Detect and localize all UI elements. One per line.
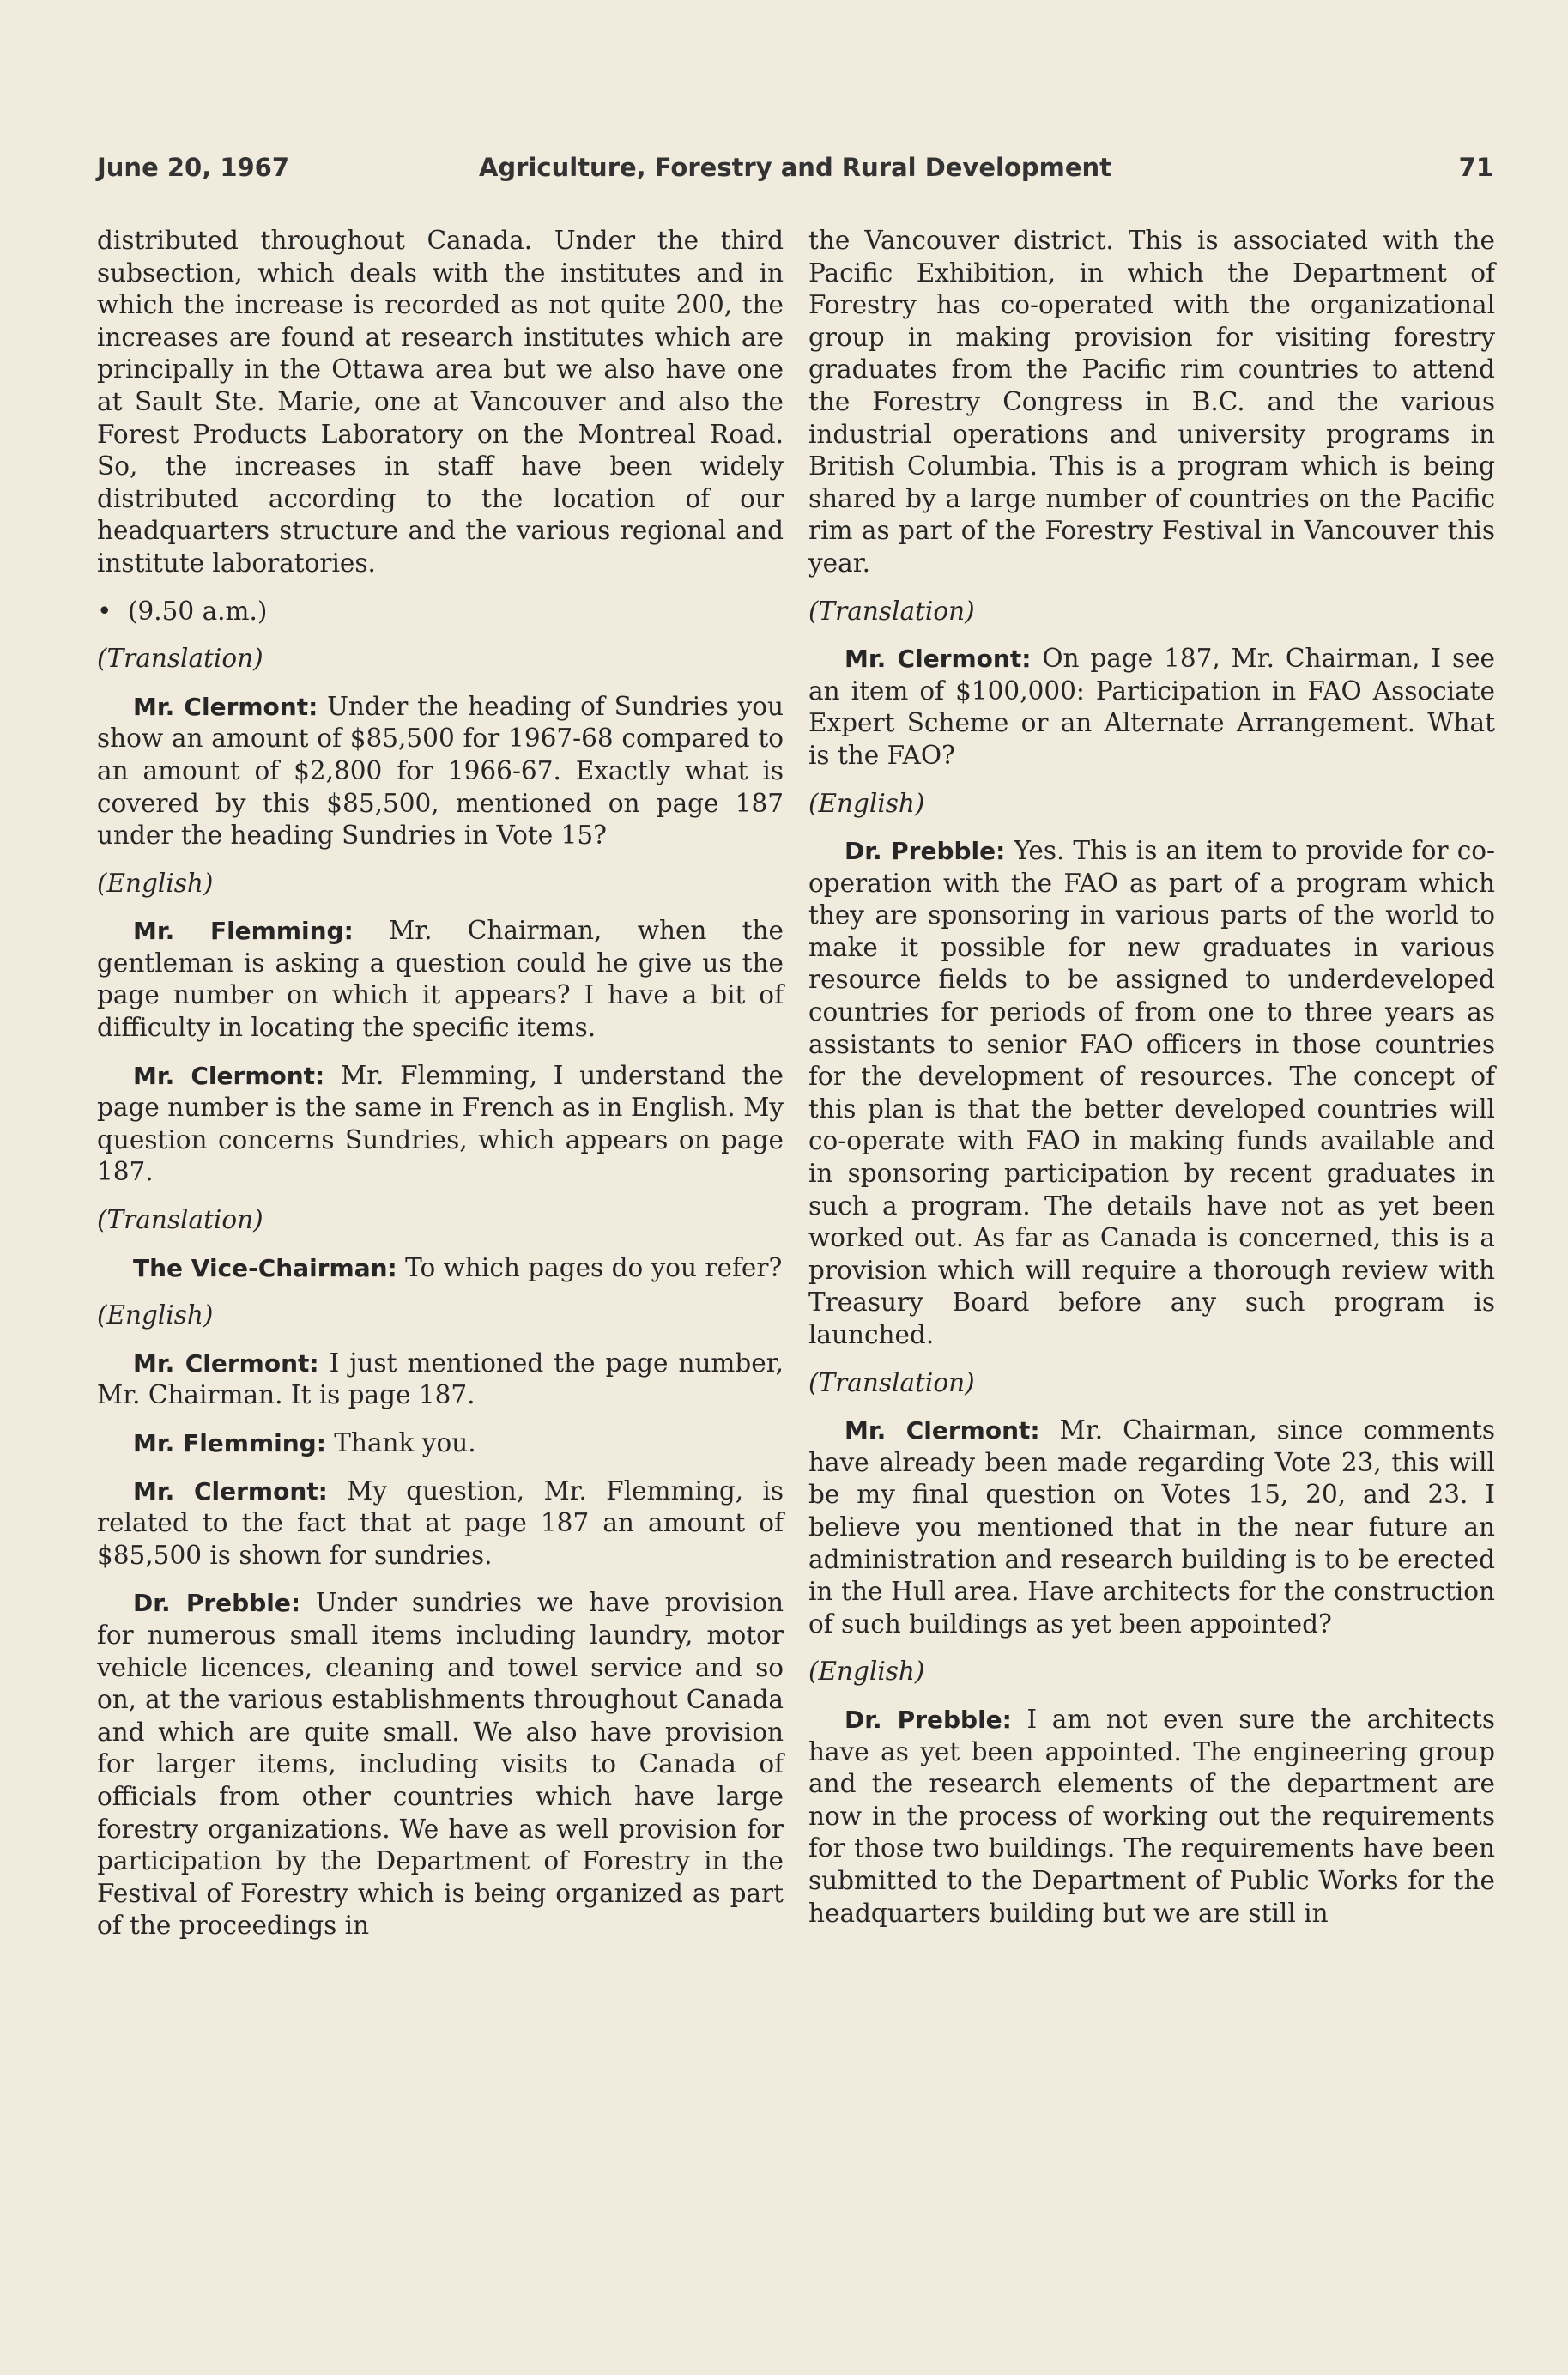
left-column [97, 225, 784, 1958]
timestamp [97, 596, 784, 628]
speech-paragraph [808, 1704, 1495, 1930]
speaker-name: Mr. Clermont: [133, 1061, 325, 1090]
timestamp-text: (9.50 a.m.) [128, 596, 268, 626]
language-heading: (Translation) [97, 1205, 263, 1235]
speech-text: I am not even sure the architects have as yet been appointed. The engineering group and the research elements of the department are now in the process of working out the requirements for those two buildings. The requirements have been submitted to the Department of Public Works for the headquarters building but we are still in [808, 1704, 1495, 1928]
speaker-name: Mr. Flemming: [133, 917, 354, 946]
speech-paragraph [97, 1427, 784, 1460]
speaker-name: Dr. Prebble: [845, 1705, 1012, 1734]
speech-paragraph [97, 1252, 784, 1285]
right-column [808, 225, 1495, 1945]
speech-text: Under sundries we have provision for numerous small items including laundry, motor vehicle licences, cleaning and towel service and so on, at the various establishments throughout Canada and which are quite small. We also have provision for larger items, including visits to Canada of officials from other countries which have large forestry organizations. We have as well provision for participation by the Department of Forestry in the Festival of Forestry which is being organized as part of the proceedings in [97, 1588, 784, 1941]
language-heading: (English) [808, 1657, 925, 1687]
speaker-name: Mr. Clermont: [133, 1476, 328, 1506]
language-heading: (Translation) [808, 596, 975, 626]
language-heading: (Translation) [808, 1367, 975, 1397]
speaker-name: The Vice-Chairman: [133, 1253, 397, 1282]
speech-text: I just mentioned the page number, Mr. Chairman. It is page 187. [97, 1348, 784, 1410]
speaker-name: Mr. Clermont: [133, 1348, 319, 1378]
speaker-name: Mr. Clermont: [845, 645, 1032, 674]
speech-paragraph [97, 1475, 784, 1572]
speech-text: Mr. Chairman, when the gentleman is asking a question could he give us the page number on which it appears? I have a bit of difficulty in locating the specific items. [97, 916, 784, 1043]
speech-paragraph [97, 691, 784, 852]
header-title: Agriculture, Forestry and Rural Development [478, 153, 1112, 182]
bullet-icon: • [97, 596, 112, 626]
speech-paragraph [97, 1348, 784, 1412]
speaker-name: Dr. Prebble: [133, 1589, 301, 1618]
paragraph: the Vancouver district. This is associated with the Pacific Exhibition, in which the Department of Forestry has co-operated with the organizational group in making provision for visiting forestry graduates from the Pacific rim countries to attend the Forestry Congress in B.C. and the various industrial operations and university programs in British Columbia. This is a program which is being shared by a large number of countries on the Pacific rim as part of the Forestry Festival in Vancouver this year. [808, 226, 1495, 578]
speech-paragraph [97, 915, 784, 1044]
speech-text: Thank you. [334, 1428, 476, 1457]
speaker-name: Mr. Clermont: [845, 1416, 1040, 1445]
speech-text: My question, Mr. Flemming, is related to the fact that at page 187 an amount of $85,500 is shown for sundries. [97, 1475, 784, 1570]
paragraph: distributed throughout Canada. Under the third subsection, which deals with the institutes and in which the increase is recorded as not quite 200, the increases are found at research institutes which are principally in the Ottawa area but we also have one at Sault Ste. Marie, one at Vancouver and also the Forest Products Laboratory on the Montreal Road. So, the increases in staff have been widely distributed according to the location of our headquarters structure and the various regional and institute laboratories. [97, 226, 784, 578]
running-header [97, 153, 1493, 194]
speech-text: Mr. Flemming, I understand the page number is the same in French as in English. My question concerns Sundries, which appears on page 187. [97, 1060, 784, 1187]
speech-text: To which pages do you refer? [405, 1252, 783, 1282]
speech-paragraph [808, 643, 1495, 772]
speech-paragraph [97, 1060, 784, 1189]
speaker-name: Mr. Flemming: [133, 1429, 326, 1457]
language-heading: (Translation) [97, 644, 263, 674]
language-heading: (English) [97, 868, 214, 898]
speech-text: Mr. Chairman, since comments have already been made regarding Vote 23, this will be my final question on Votes 15, 20, and 23. I believe you mentioned that in the near future an administration and research building is to be erected in the Hull area. Have architects for the construction of such buildings as yet been appointed? [808, 1415, 1495, 1639]
language-heading: (English) [97, 1300, 214, 1330]
speaker-name: Mr. Clermont: [133, 692, 318, 721]
speech-paragraph [97, 1587, 784, 1942]
language-heading: (English) [808, 788, 925, 818]
speech-paragraph [808, 835, 1495, 1352]
speech-paragraph [808, 1415, 1495, 1640]
speech-text: Yes. This is an item to provide for co-operation with the FAO as part of a program which they are sponsoring in various parts of the world to make it possible for new graduates in various resource fields to be assigned to underdeveloped countries for periods of from one to three years as assistants to senior FAO officers in those countries for the development of resources. The concept of this plan is that the better developed countries will co-operate with FAO in making funds available and in sponsoring participation by recent graduates in such a program. The details have not as yet been worked out. As far as Canada is concerned, this is a provision which will require a thorough review with Treasury Board before any such program is launched. [808, 836, 1495, 1349]
speaker-name: Dr. Prebble: [845, 837, 1006, 866]
header-page-number: 71 [1458, 153, 1493, 182]
speech-text: Under the heading of Sundries you show an amount of $85,500 for 1967-68 compared to an amount of $2,800 for 1966-67. Exactly what is covered by this $85,500, mentioned on page 187 under the heading Sundries in Vote 15? [97, 691, 784, 851]
speech-text: On page 187, Mr. Chairman, I see an item of $100,000: Participation in FAO Associate Expert Scheme or an Alternate Arrangement. What is the FAO? [808, 644, 1495, 770]
header-date: June 20, 1967 [97, 153, 290, 182]
